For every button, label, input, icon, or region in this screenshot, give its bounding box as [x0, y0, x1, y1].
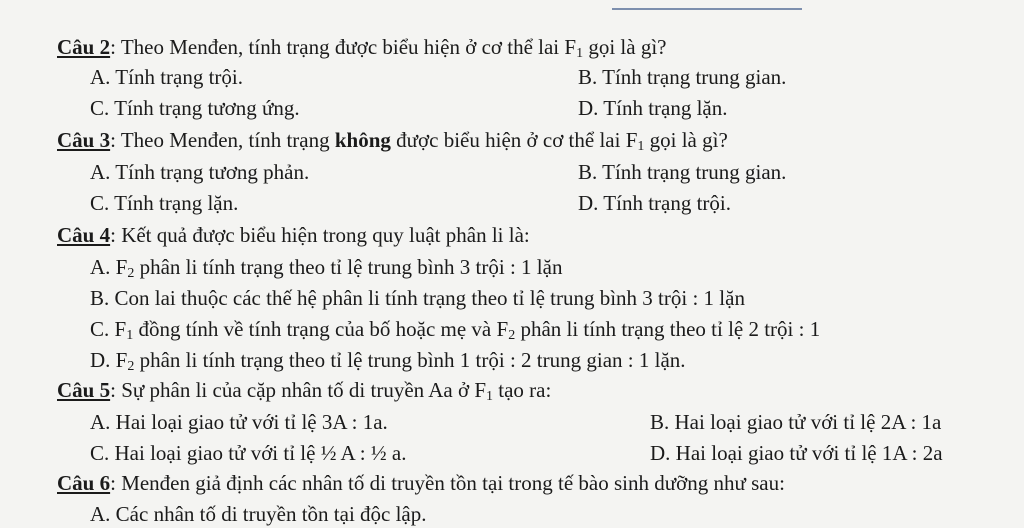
option-d-pre: D. F: [90, 348, 128, 372]
question-5-subscript: 1: [486, 389, 494, 404]
question-4-label: Câu 4: [57, 223, 111, 247]
option-c-subscript-1: 1: [126, 328, 134, 343]
question-5: [57, 376, 551, 411]
question-4: [57, 221, 530, 249]
question-2-text: : Theo Menđen, tính trạng được biểu hiện ở cơ thể lai F: [110, 35, 577, 59]
question-2-label: Câu 2: [57, 35, 111, 59]
option-c-post: phân li tính trạng theo tỉ lệ 2 trội : 1: [515, 317, 821, 341]
question-3-option-c: C. Tính trạng lặn.: [90, 191, 239, 215]
question-4-option-b: B. Con lai thuộc các thế hệ phân li tính trạng theo tỉ lệ trung bình 3 trội : 1 lặn: [90, 286, 745, 310]
question-4-text: : Kết quả được biểu hiện trong quy luật phân li là:: [110, 223, 530, 247]
question-5-label: Câu 5: [57, 378, 111, 402]
option-d-post: phân li tính trạng theo tỉ lệ trung bình 1 trội : 2 trung gian : 1 lặn.: [134, 348, 686, 372]
question-5-option-a: A. Hai loại giao tử với tỉ lệ 3A : 1a.: [90, 410, 388, 434]
question-3-option-b: B. Tính trạng trung gian.: [578, 160, 787, 184]
question-6-option-a: A. Các nhân tố di truyền tồn tại độc lập.: [90, 502, 427, 526]
question-3-text-pre: : Theo Menđen, tính trạng: [110, 128, 335, 152]
question-3-subscript: 1: [637, 139, 645, 154]
option-a-post: phân li tính trạng theo tỉ lệ trung bình 3 trội : 1 lặn: [134, 255, 563, 279]
question-5-tail: tạo ra:: [493, 378, 552, 402]
question-4-option-c: [90, 315, 820, 350]
question-5-option-c: C. Hai loại giao tử với tỉ lệ ½ A : ½ a.: [90, 441, 407, 465]
option-c-pre: C. F: [90, 317, 127, 341]
question-3: [57, 126, 728, 161]
question-6-text: : Menđen giả định các nhân tố di truyền tồn tại trong tế bào sinh dưỡng như sau:: [110, 471, 785, 495]
question-3-text-post: được biểu hiện ở cơ thể lai F: [390, 128, 638, 152]
question-3-tail: gọi là gì?: [644, 128, 728, 152]
question-5-option-b: B. Hai loại giao tử với tỉ lệ 2A : 1a: [650, 410, 942, 434]
option-a-pre: A. F: [90, 255, 128, 279]
option-c-subscript-2: 2: [508, 328, 516, 343]
question-3-label: Câu 3: [57, 128, 111, 152]
question-2-tail: gọi là gì?: [583, 35, 667, 59]
option-a-subscript: 2: [127, 266, 135, 281]
question-5-option-d: D. Hai loại giao tử với tỉ lệ 1A : 2a: [650, 441, 943, 465]
question-3-option-d: D. Tính trạng trội.: [578, 191, 732, 215]
question-2-option-b: B. Tính trạng trung gian.: [578, 65, 787, 89]
question-2-option-d: D. Tính trạng lặn.: [578, 96, 728, 120]
question-3-bold-word: không: [334, 128, 391, 152]
option-d-subscript: 2: [127, 359, 135, 374]
question-2-option-c: C. Tính trạng tương ứng.: [90, 96, 300, 120]
question-5-text: : Sự phân li của cặp nhân tố di truyền Aa ở F: [110, 378, 487, 402]
question-2-subscript: 1: [576, 46, 584, 61]
question-6: [57, 469, 785, 497]
option-c-mid: đồng tính về tính trạng của bố hoặc mẹ và F: [133, 317, 509, 341]
question-4-option-a: [90, 253, 562, 288]
question-2-option-a: A. Tính trạng trội.: [90, 65, 244, 89]
question-3-option-a: A. Tính trạng tương phản.: [90, 160, 310, 184]
question-6-label: Câu 6: [57, 471, 111, 495]
